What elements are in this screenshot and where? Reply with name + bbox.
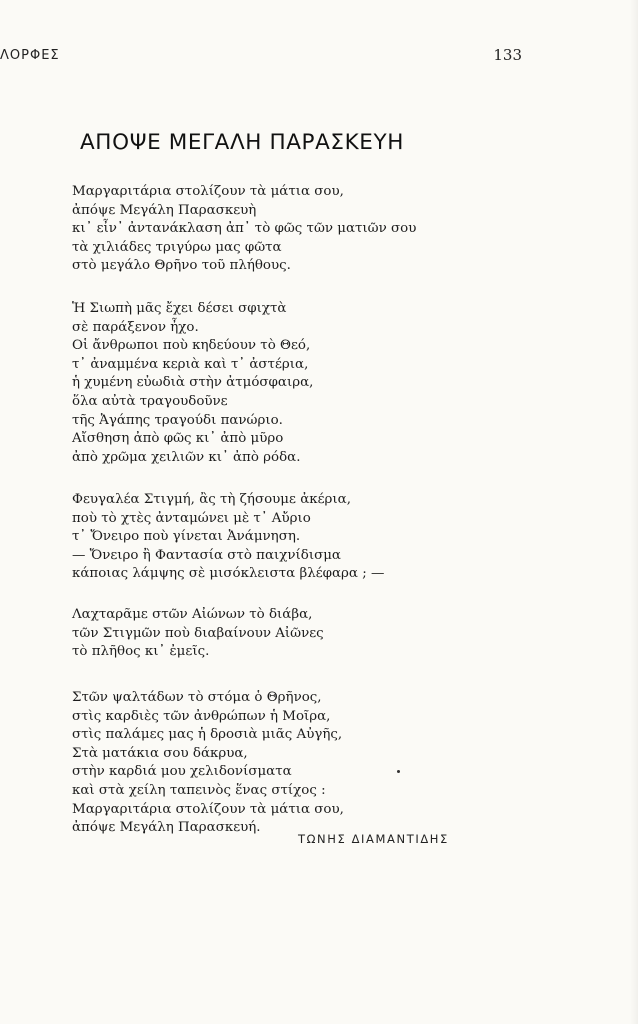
poem-line: Φευγαλέα Στιγμή, ἂς τὴ ζήσουμε ἀκέρια,: [72, 492, 351, 507]
poem-line: στὸ μεγάλο Θρῆνο τοῦ πλήθους.: [72, 258, 291, 274]
poem-line: τῶν Στιγμῶν ποὺ διαβαίνουν Αἰῶνες: [72, 625, 324, 641]
poem-line: σὲ παράξενον ἦχο.: [72, 319, 199, 335]
poem-line: τ᾽ ἀναμμένα κεριὰ καὶ τ᾽ ἀστέρια,: [72, 356, 309, 372]
print-speck: [397, 770, 400, 773]
poem-line: ἀπόψε Μεγάλη Παρασκευὴ: [72, 202, 257, 218]
stanza-5: [72, 689, 344, 838]
poem-line: καὶ στὰ χείλη ταπεινὸς ἕνας στίχος :: [72, 782, 326, 798]
poem-line: Ἡ Σιωπὴ μᾶς ἔχει δέσει σφιχτὰ: [72, 301, 287, 316]
poem-line: ἡ χυμένη εὐωδιὰ στὴν ἀτμόσφαιρα,: [72, 375, 314, 391]
poem-line: κάποιας λάμψης σὲ μισόκλειστα βλέφαρα ; —: [72, 566, 385, 582]
poem-line: Οἱ ἄνθρωποι ποὺ κηδεύουν τὸ Θεό,: [72, 338, 311, 354]
poem-line: Αἴσθηση ἀπὸ φῶς κι᾽ ἀπὸ μῦρο: [72, 431, 284, 447]
poem-line: κι᾽ εἶν᾽ ἀντανάκλαση ἀπ᾽ τὸ φῶς τῶν ματιῶν σου: [72, 221, 417, 237]
poem-line: στὶς παλάμες μας ἡ δροσιὰ μιᾶς Αὐγῆς,: [72, 727, 343, 743]
poem-line: τ᾽ Ὄνειρο ποὺ γίνεται Ἀνάμνηση.: [72, 529, 301, 545]
poem-line: τὸ πλῆθος κι᾽ ἐμεῖς.: [72, 644, 210, 660]
stanza-4: [72, 606, 324, 662]
poem-line: τὰ χιλιάδες τριγύρω μας φῶτα: [72, 239, 282, 255]
poem-title: ΑΠΟΨΕ ΜΕΓΑΛΗ ΠΑΡΑΣΚΕΥΗ: [80, 130, 404, 155]
poem-author: ΤΩΝΗΣ ΔΙΑΜΑΝΤΙΔΗΣ: [298, 832, 449, 846]
stanza-3: [72, 491, 384, 584]
poem-line: ὅλα αὐτὰ τραγουδοῦνε: [72, 393, 228, 409]
poem-line: Στὰ ματάκια σου δάκρυα,: [72, 745, 248, 761]
poem-line: ἀπὸ χρῶμα χειλιῶν κι᾽ ἀπὸ ρόδα.: [72, 449, 301, 465]
poem-line: Στῶν ψαλτάδων τὸ στόμα ὁ Θρῆνος,: [72, 690, 322, 705]
poem-line: στὴν καρδιά μου χελιδονίσματα: [72, 764, 292, 780]
poem-line: Μαργαριτάρια στολίζουν τὰ μάτια σου,: [72, 801, 344, 817]
poem-line: Λαχταρᾶμε στῶν Αἰώνων τὸ διάβα,: [72, 607, 313, 622]
page-number: 133: [493, 46, 522, 64]
poem-line: — Ὄνειρο ἢ Φαντασία στὸ παιχνίδισμα: [72, 547, 341, 563]
running-head: ΛΟΡΦΕΣ: [0, 48, 60, 63]
page-edge-shade: [630, 0, 638, 1024]
stanza-1: [72, 183, 416, 276]
poem-line: στὶς καρδιὲς τῶν ἀνθρώπων ἡ Μοῖρα,: [72, 708, 331, 724]
poem-line: ἀπόψε Μεγάλη Παρασκευή.: [72, 820, 261, 836]
poem-line: Μαργαριτάρια στολίζουν τὰ μάτια σου,: [72, 184, 344, 199]
poem-line: ποὺ τὸ χτὲς ἀνταμώνει μὲ τ᾽ Αὔριο: [72, 510, 311, 526]
stanza-2: [72, 300, 313, 467]
poem-line: τῆς Ἀγάπης τραγούδι πανώριο.: [72, 412, 283, 428]
